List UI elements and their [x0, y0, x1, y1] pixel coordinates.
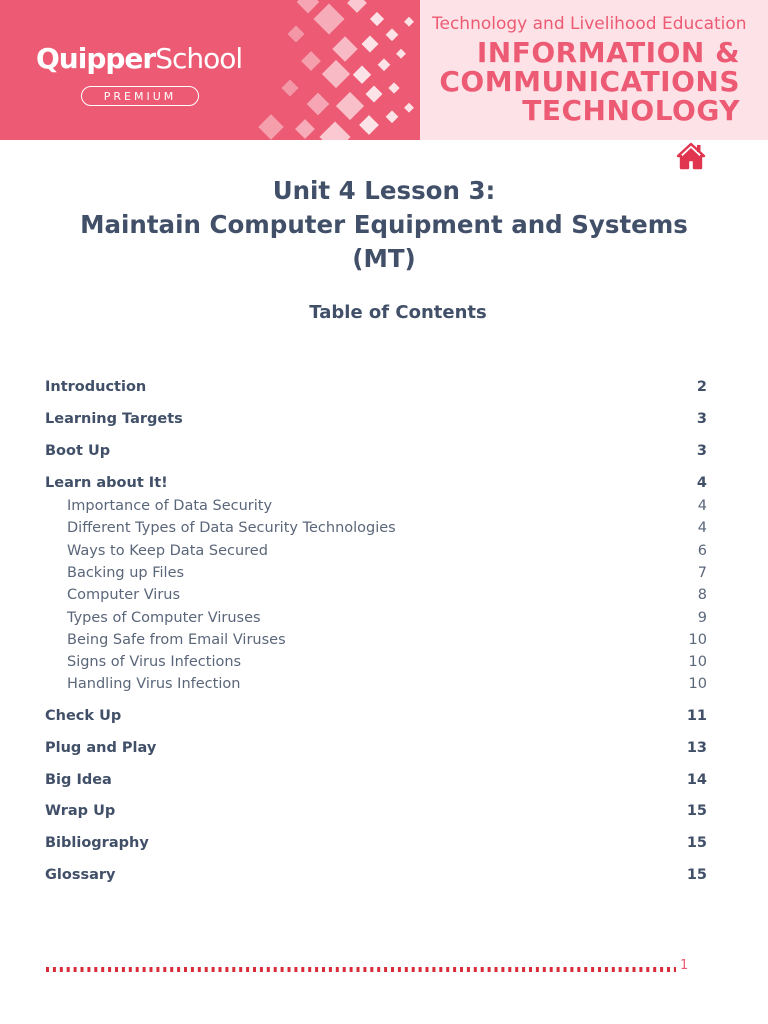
toc-entry-label: Being Safe from Email Viruses: [67, 632, 286, 648]
toc-entry-page: 9: [697, 610, 707, 626]
toc-entry-label: Ways to Keep Data Secured: [67, 543, 268, 559]
toc-entry-label: Different Types of Data Security Technologies: [67, 520, 396, 536]
lesson-title-line-3: (MT): [352, 244, 416, 273]
toc-entry-label: Introduction: [45, 379, 147, 395]
logo-brand: Quipper: [36, 42, 156, 75]
toc-entry-label: Handling Virus Infection: [67, 676, 241, 692]
toc-entry[interactable]: [45, 705, 707, 727]
toc-heading: Table of Contents: [309, 302, 487, 323]
dotted-divider: [46, 966, 676, 974]
toc-entry-page: 4: [697, 498, 707, 514]
toc-entry-label: Backing up Files: [67, 565, 185, 581]
toc-entry-page: 14: [686, 772, 707, 788]
toc-entry-page: 11: [686, 708, 707, 724]
toc-entry[interactable]: [45, 651, 707, 673]
toc-entry-page: 3: [696, 411, 707, 427]
toc-entry-page: 10: [688, 632, 707, 648]
toc-entry-label: Signs of Virus Infections: [67, 654, 242, 670]
page-number: 1: [680, 958, 689, 973]
lesson-title-line-2: Maintain Computer Equipment and Systems: [80, 210, 688, 239]
toc-entry-page: 15: [686, 867, 707, 883]
toc-entry[interactable]: [45, 737, 707, 759]
home-icon[interactable]: [676, 142, 706, 170]
toc-entry-page: 7: [697, 565, 707, 581]
toc-entry[interactable]: [45, 769, 707, 791]
toc-entry[interactable]: [45, 495, 707, 517]
lesson-title: [0, 174, 768, 276]
toc-entry[interactable]: [45, 408, 707, 430]
toc-entry-page: 10: [688, 676, 707, 692]
toc-entry-page: 2: [696, 379, 707, 395]
toc-entry[interactable]: [45, 562, 707, 584]
subject-category: Technology and Livelihood Education: [432, 14, 747, 34]
toc-entry[interactable]: [45, 540, 707, 562]
toc-entry[interactable]: [45, 629, 707, 651]
toc-entry-page: 3: [696, 443, 707, 459]
toc-entry[interactable]: [45, 607, 707, 629]
logo-product: School: [155, 42, 243, 75]
premium-badge: PREMIUM: [81, 86, 199, 106]
toc-entry-label: Learning Targets: [45, 411, 183, 427]
lesson-title-line-1: Unit 4 Lesson 3:: [272, 176, 496, 205]
toc-entry[interactable]: [45, 864, 707, 886]
subject-line-3: TECHNOLOGY: [522, 94, 740, 127]
subject-title: [439, 38, 740, 125]
toc-entry-page: 15: [686, 835, 707, 851]
toc-entry-label: Boot Up: [45, 443, 111, 459]
toc-entry[interactable]: [45, 472, 707, 494]
toc-entry-label: Wrap Up: [45, 803, 116, 819]
toc-entry[interactable]: [45, 800, 707, 822]
toc-entry[interactable]: [45, 517, 707, 539]
toc-entry[interactable]: [45, 584, 707, 606]
toc-entry-page: 4: [697, 520, 707, 536]
toc-entry-label: Bibliography: [45, 835, 149, 851]
subject-line-1: INFORMATION &: [476, 36, 740, 69]
toc-entry-label: Importance of Data Security: [67, 498, 273, 514]
subject-line-2: COMMUNICATIONS: [439, 65, 740, 98]
toc-entry-label: Check Up: [45, 708, 122, 724]
toc-entry-page: 4: [696, 475, 707, 491]
toc-entry-page: 6: [697, 543, 707, 559]
toc-entry-label: Plug and Play: [45, 740, 157, 756]
toc-entry[interactable]: [45, 376, 707, 398]
toc-entry-page: 13: [686, 740, 707, 756]
quipper-school-logo: [36, 42, 242, 75]
header-banner: [0, 0, 768, 140]
toc-entry[interactable]: [45, 673, 707, 695]
toc-entry-label: Big Idea: [45, 772, 112, 788]
toc-entry-label: Learn about It!: [45, 475, 168, 491]
toc-entry-page: 8: [697, 587, 707, 603]
toc-entry-label: Computer Virus: [67, 587, 181, 603]
toc-entry-page: 10: [688, 654, 707, 670]
toc-entry-label: Types of Computer Viruses: [67, 610, 261, 626]
toc-entry[interactable]: [45, 440, 707, 462]
toc-entry-page: 15: [686, 803, 707, 819]
toc-entry[interactable]: [45, 832, 707, 854]
toc-entry-label: Glossary: [45, 867, 116, 883]
